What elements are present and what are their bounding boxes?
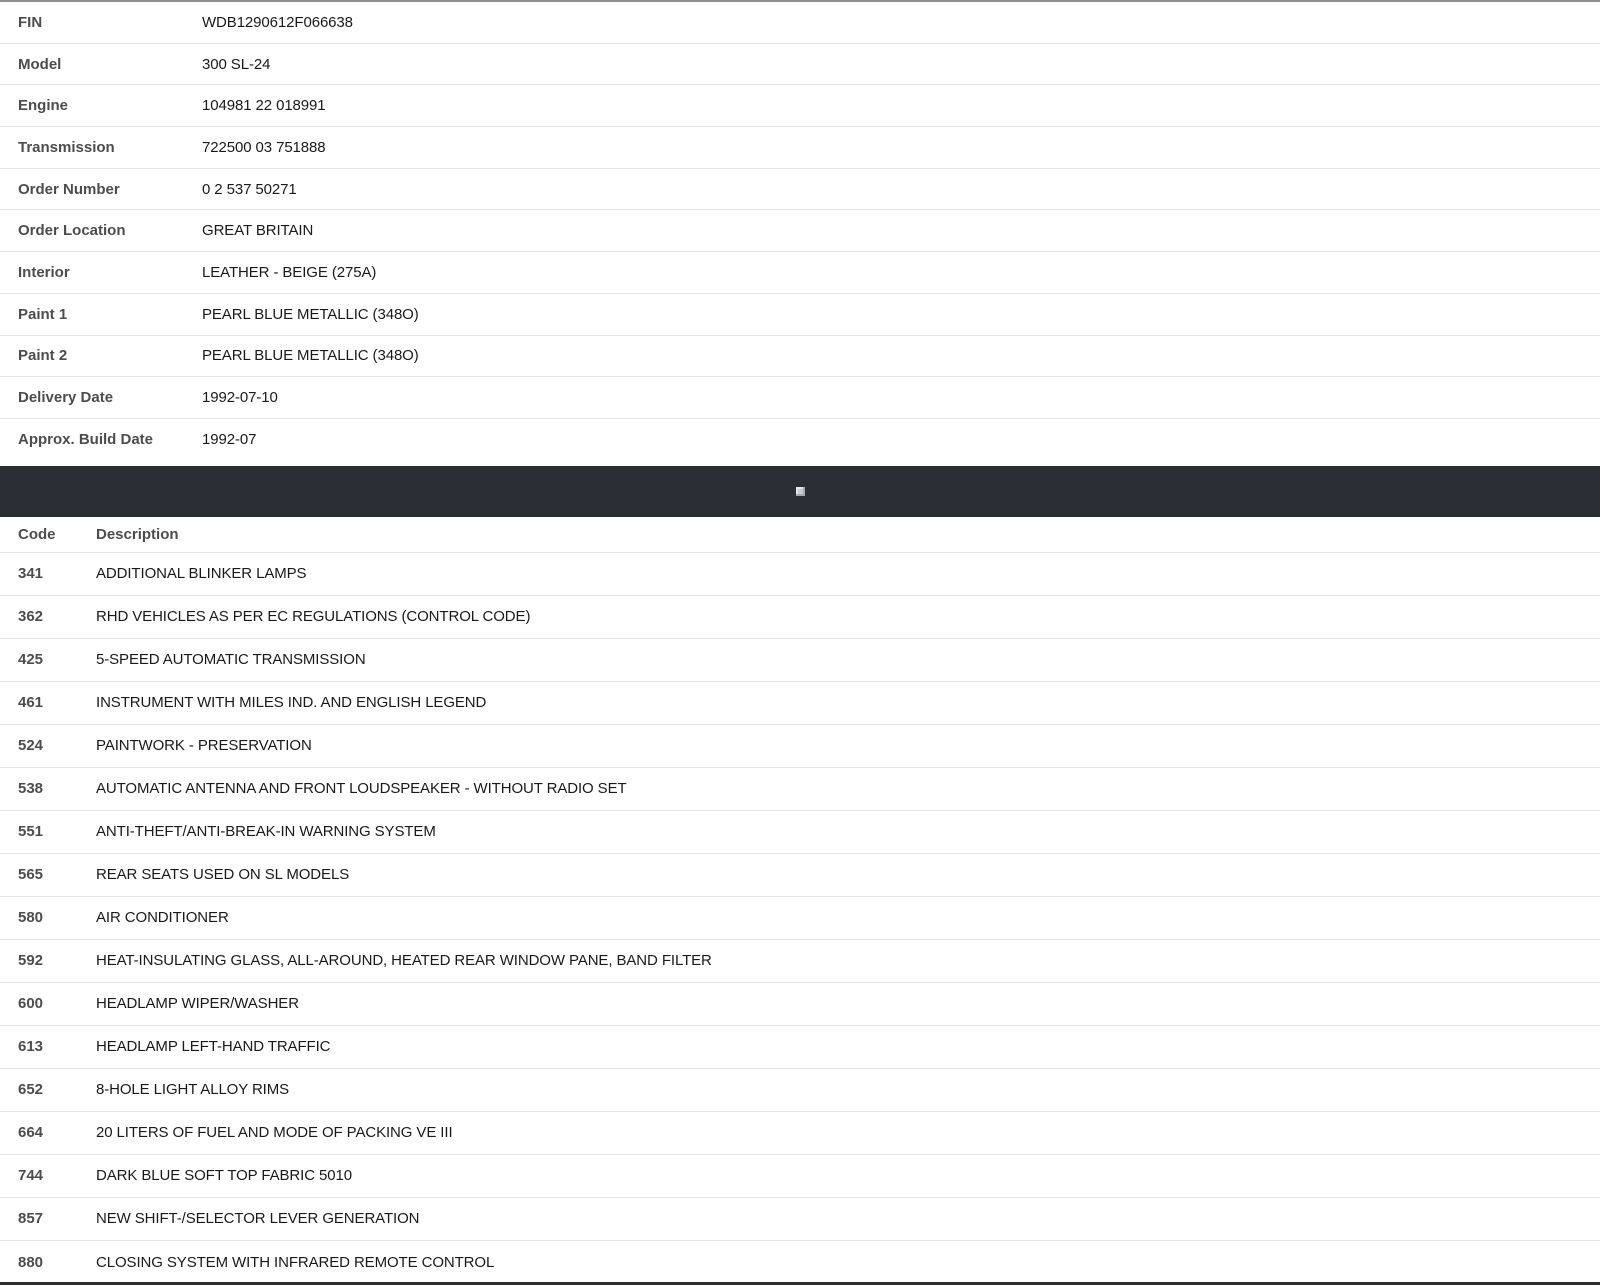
vehicle-spec-table bbox=[0, 2, 1600, 461]
option-description: DARK BLUE SOFT TOP FABRIC 5010 bbox=[96, 1167, 352, 1185]
spec-value: PEARL BLUE METALLIC (348O) bbox=[202, 305, 419, 323]
missing-image-icon bbox=[796, 487, 805, 496]
option-code: 857 bbox=[18, 1210, 44, 1228]
spec-label: Model bbox=[18, 55, 62, 73]
spec-row bbox=[0, 419, 1600, 461]
option-code: 538 bbox=[18, 780, 44, 798]
options-rows bbox=[0, 553, 1600, 1284]
option-description: HEADLAMP LEFT-HAND TRAFFIC bbox=[96, 1038, 331, 1056]
option-description: REAR SEATS USED ON SL MODELS bbox=[96, 866, 350, 884]
spec-row bbox=[0, 377, 1600, 419]
spec-label: Transmission bbox=[18, 138, 115, 156]
option-description: RHD VEHICLES AS PER EC REGULATIONS (CONTROL CODE) bbox=[96, 608, 531, 626]
spec-row bbox=[0, 252, 1600, 294]
option-row bbox=[0, 897, 1600, 940]
option-row bbox=[0, 854, 1600, 897]
spec-value: 300 SL-24 bbox=[202, 55, 271, 73]
option-row bbox=[0, 940, 1600, 983]
option-code: 362 bbox=[18, 608, 44, 626]
option-row bbox=[0, 682, 1600, 725]
option-description: CLOSING SYSTEM WITH INFRARED REMOTE CONTROL bbox=[96, 1253, 495, 1271]
option-row bbox=[0, 1026, 1600, 1069]
option-code: 341 bbox=[18, 565, 44, 583]
option-code: 565 bbox=[18, 866, 44, 884]
option-description: ADDITIONAL BLINKER LAMPS bbox=[96, 565, 307, 583]
spec-value: LEATHER - BEIGE (275A) bbox=[202, 263, 377, 281]
spec-label: Engine bbox=[18, 97, 69, 115]
spec-row bbox=[0, 294, 1600, 336]
option-code: 652 bbox=[18, 1081, 44, 1099]
spec-value: 722500 03 751888 bbox=[202, 138, 326, 156]
option-description: AUTOMATIC ANTENNA AND FRONT LOUDSPEAKER - WITHOUT RADIO SET bbox=[96, 780, 627, 798]
option-code: 425 bbox=[18, 651, 44, 669]
option-description: 8-HOLE LIGHT ALLOY RIMS bbox=[96, 1081, 290, 1099]
option-row bbox=[0, 639, 1600, 682]
spec-label: Paint 2 bbox=[18, 347, 68, 365]
section-divider-bar bbox=[0, 466, 1600, 517]
spec-value: 1992-07 bbox=[202, 431, 257, 449]
spec-row bbox=[0, 85, 1600, 127]
option-description: NEW SHIFT-/SELECTOR LEVER GENERATION bbox=[96, 1210, 420, 1228]
option-code: 600 bbox=[18, 995, 44, 1013]
spec-value: 0 2 537 50271 bbox=[202, 180, 297, 198]
spec-value: WDB1290612F066638 bbox=[202, 13, 353, 31]
option-code: 744 bbox=[18, 1167, 44, 1185]
option-row bbox=[0, 983, 1600, 1026]
options-header-row bbox=[0, 517, 1600, 553]
option-description: PAINTWORK - PRESERVATION bbox=[96, 737, 312, 755]
spec-label: Delivery Date bbox=[18, 389, 114, 407]
option-row bbox=[0, 725, 1600, 768]
options-table bbox=[0, 517, 1600, 1284]
option-description: HEAT-INSULATING GLASS, ALL-AROUND, HEATED REAR WINDOW PANE, BAND FILTER bbox=[96, 952, 712, 970]
option-code: 880 bbox=[18, 1253, 44, 1271]
option-row bbox=[0, 596, 1600, 639]
option-row bbox=[0, 553, 1600, 596]
spec-label: FIN bbox=[18, 13, 43, 31]
option-code: 524 bbox=[18, 737, 44, 755]
option-code: 580 bbox=[18, 909, 44, 927]
spec-row bbox=[0, 2, 1600, 44]
option-row bbox=[0, 768, 1600, 811]
option-description: AIR CONDITIONER bbox=[96, 909, 229, 927]
spec-label: Approx. Build Date bbox=[18, 431, 154, 449]
spec-value: 104981 22 018991 bbox=[202, 97, 326, 115]
option-row bbox=[0, 1112, 1600, 1155]
option-code: 613 bbox=[18, 1038, 44, 1056]
code-column-header: Code bbox=[18, 525, 56, 543]
option-description: ANTI-THEFT/ANTI-BREAK-IN WARNING SYSTEM bbox=[96, 823, 436, 841]
spec-label: Order Number bbox=[18, 180, 120, 198]
option-code: 551 bbox=[18, 823, 44, 841]
spec-value: PEARL BLUE METALLIC (348O) bbox=[202, 347, 419, 365]
spec-value: GREAT BRITAIN bbox=[202, 222, 314, 240]
option-code: 461 bbox=[18, 694, 44, 712]
option-description: 5-SPEED AUTOMATIC TRANSMISSION bbox=[96, 651, 366, 669]
option-code: 664 bbox=[18, 1124, 44, 1142]
option-row bbox=[0, 1198, 1600, 1241]
option-row bbox=[0, 1155, 1600, 1198]
spec-value: 1992-07-10 bbox=[202, 389, 278, 407]
option-description: INSTRUMENT WITH MILES IND. AND ENGLISH LEGEND bbox=[96, 694, 487, 712]
spec-label: Paint 1 bbox=[18, 305, 68, 323]
spec-row bbox=[0, 210, 1600, 252]
spec-row bbox=[0, 169, 1600, 211]
spec-row bbox=[0, 127, 1600, 169]
option-description: 20 LITERS OF FUEL AND MODE OF PACKING VE III bbox=[96, 1124, 453, 1142]
spec-label: Interior bbox=[18, 263, 70, 281]
spec-row bbox=[0, 44, 1600, 86]
option-description: HEADLAMP WIPER/WASHER bbox=[96, 995, 299, 1013]
option-row bbox=[0, 1069, 1600, 1112]
description-column-header: Description bbox=[96, 525, 179, 543]
option-row bbox=[0, 1241, 1600, 1284]
option-row bbox=[0, 811, 1600, 854]
spec-row bbox=[0, 336, 1600, 378]
spec-label: Order Location bbox=[18, 222, 126, 240]
option-code: 592 bbox=[18, 952, 44, 970]
